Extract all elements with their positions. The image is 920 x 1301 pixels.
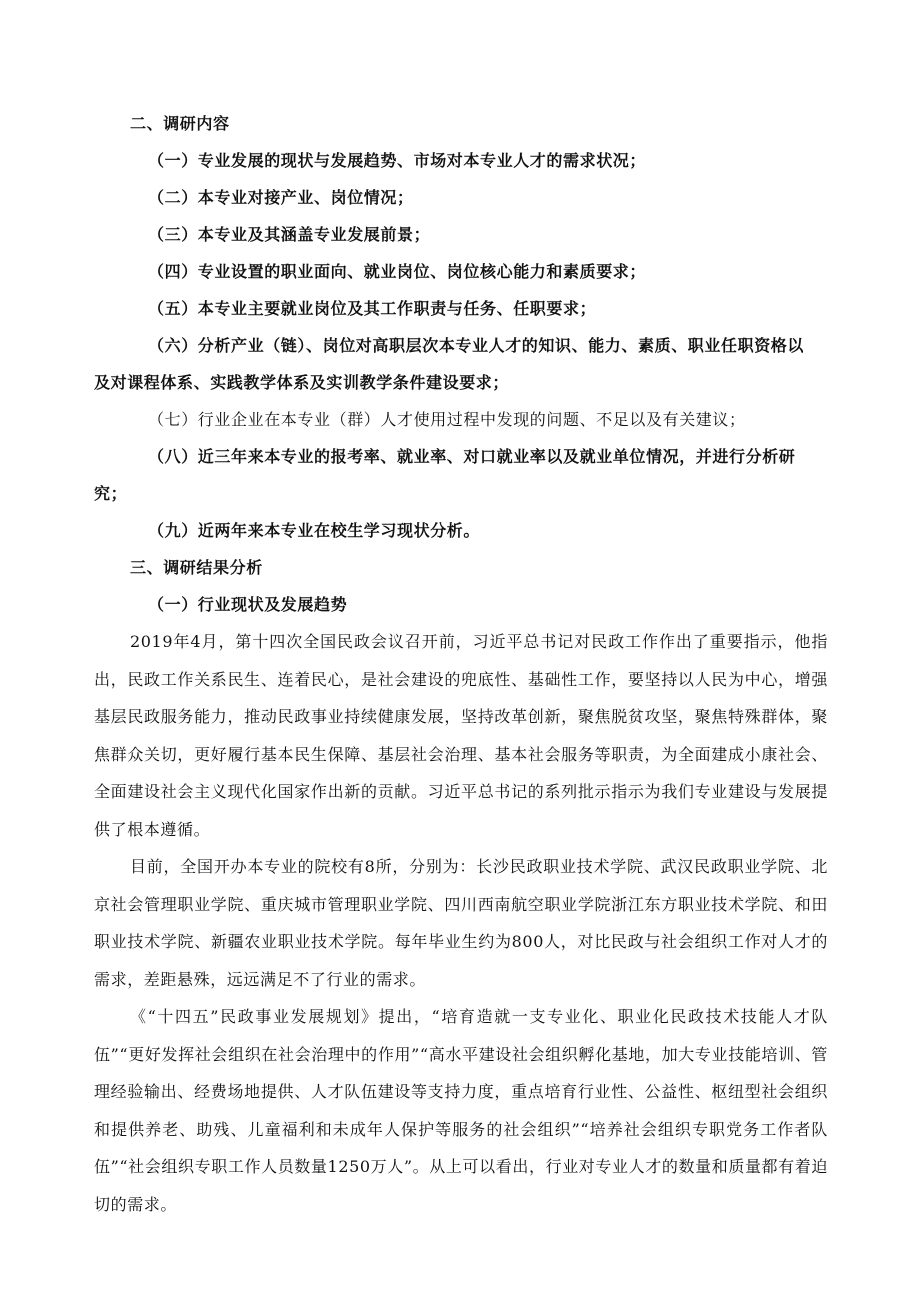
- section-heading-results: 三、调研结果分析: [130, 558, 263, 577]
- section-heading-research-content: 二、调研内容: [130, 114, 230, 133]
- list-item: （四）专业设置的职业面向、就业岗位、岗位核心能力和素质要求；: [148, 262, 647, 281]
- list-item-7: （七）行业企业在本专业（群）人才使用过程中发现的问题、不足以及有关建议；: [148, 410, 746, 429]
- list-item: （三）本专业及其涵盖专业发展前景；: [148, 225, 431, 244]
- list-item-8-line2: 究；: [94, 484, 128, 503]
- list-item-9: （九）近两年来本专业在校生学习现状分析。: [148, 521, 481, 540]
- paragraph-colleges: 目前，全国开办本专业的院校有8所，分别为：长沙民政职业技术学院、武汉民政职业学院、北京社会管理职业学院、重庆城市管理职业学院、四川西南航空职业学院浙江东方职业技术学院、和田职业技术学院、新疆农业职业技术学院。每年毕业生约为800人，对比民政与社会组织工作对人才的需求，差距悬殊，远远满足不了行业的需求。: [94, 857, 828, 989]
- list-item-8-line1: （八）近三年来本专业的报考率、就业率、对口就业率以及就业单位情况，并进行分析研: [148, 447, 796, 466]
- list-item: （二）本专业对接产业、岗位情况；: [148, 188, 414, 207]
- paragraph-plan: 《“十四五”民政事业发展规划》提出，“培育造就一支专业化、职业化民政技术技能人才队伍”“更好发挥社会组织在社会治理中的作用”“高水平建设社会组织孵化基地，加大专业技能培训、管理经验输出、经费场地提供、人才队伍建设等支持力度，重点培育行业性、公益性、枢纽型社会组织和提供养老、助残、儿童福利和未成年人保护等服务的社会组织”“培养社会组织专职党务工作者队伍”“社会组织专职工作人员数量1250万人”。从上可以看出，行业对专业人才的数量和质量都有着迫切的需求。: [94, 1007, 828, 1214]
- list-item: （五）本专业主要就业岗位及其工作职责与任务、任职要求；: [148, 299, 597, 318]
- subsection-heading-industry: （一）行业现状及发展趋势: [148, 595, 348, 614]
- list-item-6-line2: 及对课程体系、实践教学体系及实训教学条件建设要求；: [94, 373, 510, 392]
- list-item-6-line1: （六）分析产业（链）、岗位对高职层次本专业人才的知识、能力、素质、职业任职资格以: [148, 336, 805, 355]
- list-item: （一）专业发展的现状与发展趋势、市场对本专业人才的需求状况；: [148, 151, 647, 170]
- paragraph-industry-status: 2019年4月，第十四次全国民政会议召开前，习近平总书记对民政工作作出了重要指示，他指出，民政工作关系民生、连着民心，是社会建设的兜底性、基础性工作，要坚持以人民为中心，增强基层民政服务能力，推动民政事业持续健康发展，坚持改革创新，聚焦脱贫攻坚，聚焦特殊群体，聚焦群众关切，更好履行基本民生保障、基层社会治理、基本社会服务等职责，为全面建成小康社会、全面建设社会主义现代化国家作出新的贡献。习近平总书记的系列批示指示为我们专业建设与发展提供了根本遵循。: [94, 632, 828, 839]
